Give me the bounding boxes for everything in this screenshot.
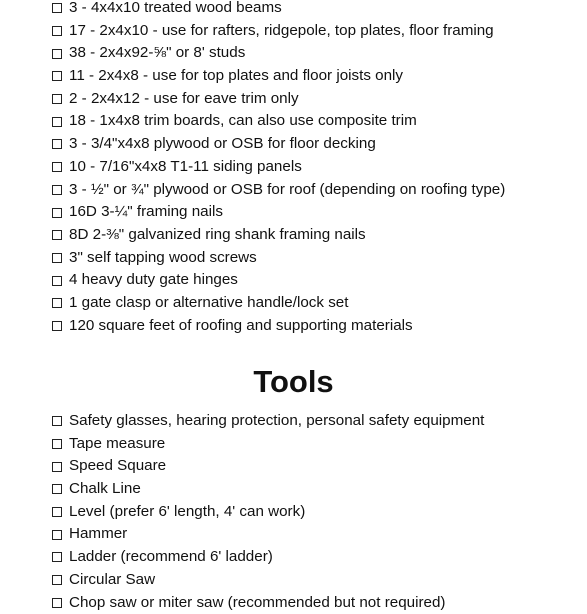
item-label: Speed Square — [69, 455, 166, 478]
item-label: 16D 3-¼" framing nails — [69, 201, 223, 224]
item-label: 18 - 1x4x8 trim boards, can also use composite trim — [69, 110, 417, 133]
checkbox[interactable] — [52, 139, 62, 149]
checklist-item — [52, 410, 484, 433]
checklist-item — [52, 133, 505, 156]
checkbox[interactable] — [52, 416, 62, 426]
checklist-item — [52, 292, 505, 315]
checkbox[interactable] — [52, 230, 62, 240]
checkbox[interactable] — [52, 117, 62, 127]
item-label: Chalk Line — [69, 478, 141, 501]
checklist-item — [52, 224, 505, 247]
checklist-item — [52, 42, 505, 65]
checkbox[interactable] — [52, 3, 62, 13]
checklist-item — [52, 247, 505, 270]
checkbox[interactable] — [52, 462, 62, 472]
checklist-item — [52, 179, 505, 202]
checkbox[interactable] — [52, 162, 62, 172]
checkbox[interactable] — [52, 185, 62, 195]
item-label: 10 - 7/16"x4x8 T1-11 siding panels — [69, 156, 302, 179]
checkbox[interactable] — [52, 26, 62, 36]
item-label: 4 heavy duty gate hinges — [69, 269, 238, 292]
checkbox[interactable] — [52, 71, 62, 81]
item-label: 11 - 2x4x8 - use for top plates and floor joists only — [69, 65, 403, 88]
materials-checklist — [52, 0, 505, 337]
item-label: 3" self tapping wood screws — [69, 247, 257, 270]
checkbox[interactable] — [52, 49, 62, 59]
checklist-item — [52, 592, 484, 614]
checkbox[interactable] — [52, 208, 62, 218]
checkbox[interactable] — [52, 598, 62, 608]
item-label: 3 - 4x4x10 treated wood beams — [69, 0, 282, 20]
checklist-item — [52, 478, 484, 501]
checklist-item — [52, 20, 505, 43]
item-label: 2 - 2x4x12 - use for eave trim only — [69, 88, 299, 111]
checkbox[interactable] — [52, 321, 62, 331]
checklist-item — [52, 201, 505, 224]
checkbox[interactable] — [52, 276, 62, 286]
checkbox[interactable] — [52, 253, 62, 263]
item-label: Hammer — [69, 523, 127, 546]
checkbox[interactable] — [52, 530, 62, 540]
item-label: 8D 2-⅜" galvanized ring shank framing nails — [69, 224, 366, 247]
item-label: Level (prefer 6' length, 4' can work) — [69, 501, 305, 524]
checkbox[interactable] — [52, 484, 62, 494]
checklist-item — [52, 269, 505, 292]
checkbox[interactable] — [52, 298, 62, 308]
item-label: 3 - ½" or ¾" plywood or OSB for roof (depending on roofing type) — [69, 179, 505, 202]
checklist-item — [52, 88, 505, 111]
checkbox[interactable] — [52, 507, 62, 517]
section-heading-tools: Tools — [0, 362, 587, 402]
item-label: 17 - 2x4x10 - use for rafters, ridgepole, top plates, floor framing — [69, 20, 494, 43]
item-label: 38 - 2x4x92-⅝" or 8' studs — [69, 42, 245, 65]
checklist-item — [52, 523, 484, 546]
item-label: 1 gate clasp or alternative handle/lock set — [69, 292, 348, 315]
item-label: 120 square feet of roofing and supporting materials — [69, 315, 413, 338]
checkbox[interactable] — [52, 439, 62, 449]
tools-checklist — [52, 410, 484, 614]
checklist-item — [52, 156, 505, 179]
checklist-item — [52, 65, 505, 88]
checkbox[interactable] — [52, 575, 62, 585]
checklist-item — [52, 569, 484, 592]
item-label: Tape measure — [69, 433, 165, 456]
item-label: Ladder (recommend 6' ladder) — [69, 546, 273, 569]
checklist-item — [52, 433, 484, 456]
checklist-item — [52, 110, 505, 133]
item-label: Safety glasses, hearing protection, personal safety equipment — [69, 410, 484, 433]
item-label: Circular Saw — [69, 569, 155, 592]
checkbox[interactable] — [52, 552, 62, 562]
checklist-item — [52, 546, 484, 569]
item-label: Chop saw or miter saw (recommended but not required) — [69, 592, 445, 614]
checkbox[interactable] — [52, 94, 62, 104]
checklist-item — [52, 0, 505, 20]
checklist-item — [52, 501, 484, 524]
item-label: 3 - 3/4"x4x8 plywood or OSB for floor decking — [69, 133, 376, 156]
checklist-item — [52, 455, 484, 478]
checklist-item — [52, 315, 505, 338]
